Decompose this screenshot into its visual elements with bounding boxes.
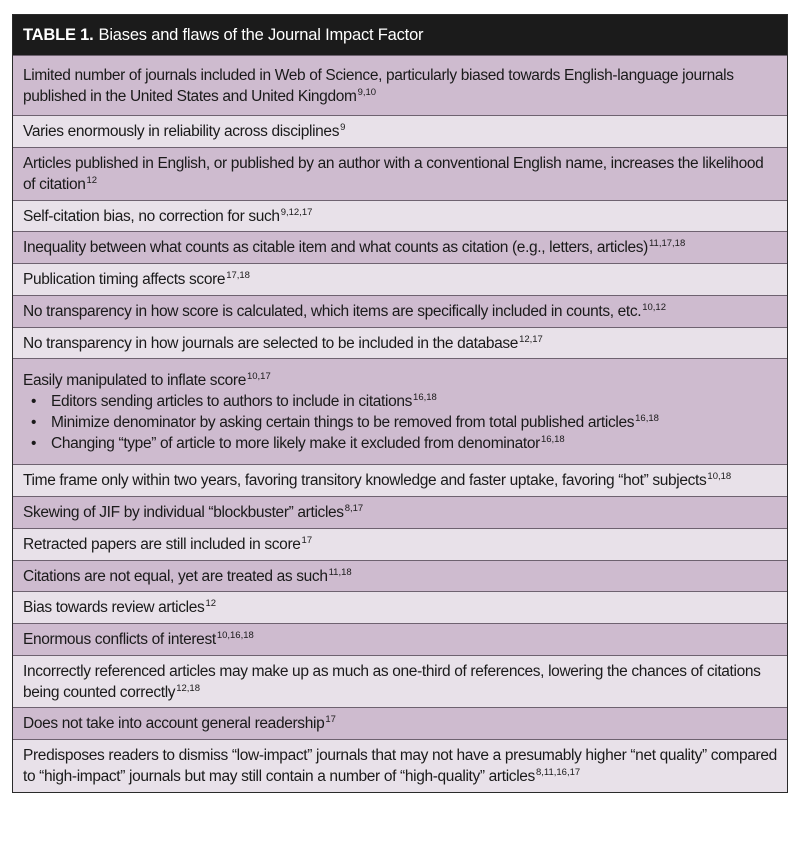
row-statement: Time frame only within two years, favoring transitory knowledge and faster uptake, favoring “hot” subjects xyxy=(23,472,707,489)
row-statement: Varies enormously in reliability across disciplines xyxy=(23,123,340,140)
table-row xyxy=(13,623,787,655)
reference-superscript: 9,12,17 xyxy=(280,206,313,218)
sub-bullet-item xyxy=(23,433,777,454)
reference-superscript: 11,17,18 xyxy=(648,238,686,249)
table-row xyxy=(13,655,787,707)
table-row xyxy=(13,327,787,358)
reference-superscript: 12 xyxy=(86,175,98,186)
table-row xyxy=(13,147,787,200)
row-statement: Bias towards review articles xyxy=(23,599,205,616)
row-statement: No transparency in how score is calculated, which items are specifically included in counts, etc. xyxy=(23,303,642,320)
reference-superscript: 12,17 xyxy=(519,333,543,345)
row-statement: Incorrectly referenced articles may make up as much as one-third of references, lowering the chances of citations being counted correctly xyxy=(23,662,761,701)
reference-superscript: 17 xyxy=(301,535,313,546)
row-text xyxy=(23,301,777,322)
table-row xyxy=(13,231,787,263)
row-text xyxy=(23,597,777,618)
reference-superscript: 12 xyxy=(205,598,217,609)
table-row xyxy=(13,263,787,295)
row-text xyxy=(23,269,777,290)
reference-superscript: 17 xyxy=(325,714,336,725)
table-body xyxy=(13,55,787,792)
reference-superscript: 16,18 xyxy=(635,412,659,424)
row-statement: Self-citation bias, no correction for such xyxy=(23,207,280,225)
reference-superscript: 8,11,16,17 xyxy=(535,767,581,778)
row-text xyxy=(23,370,777,391)
row-statement: Limited number of journals included in Web of Science, particularly biased towards English-language journals published in the United States and United Kingdom xyxy=(23,66,734,105)
row-statement: Articles published in English, or published by an author with a conventional English name, increases the likelihood of citation xyxy=(23,155,764,193)
table-row xyxy=(13,295,787,327)
table-row xyxy=(13,528,787,560)
reference-superscript: 10,16,18 xyxy=(216,630,254,641)
row-text xyxy=(23,121,777,142)
bullet-icon: • xyxy=(31,413,37,431)
row-statement: Inequality between what counts as citable item and what counts as citation (e.g., letters, articles) xyxy=(23,239,648,256)
reference-superscript: 10,12 xyxy=(642,302,666,313)
table-row xyxy=(13,115,787,147)
table-row xyxy=(13,739,787,792)
table-caption: Biases and flaws of the Journal Impact Factor xyxy=(98,25,424,44)
jif-biases-table xyxy=(12,14,788,793)
row-statement: Skewing of JIF by individual “blockbuster” articles xyxy=(23,504,344,521)
reference-superscript: 17,18 xyxy=(226,270,250,281)
row-text xyxy=(23,745,777,787)
sub-bullet-item xyxy=(23,412,777,433)
row-statement: Does not take into account general readership xyxy=(23,715,325,732)
sub-bullet-text: Changing “type” of article to more likely make it excluded from denominator xyxy=(51,434,540,452)
row-text xyxy=(23,713,777,734)
row-text xyxy=(23,237,777,258)
table-row xyxy=(13,707,787,739)
bullet-icon: • xyxy=(31,434,37,452)
row-statement: Predisposes readers to dismiss “low-impact” journals that may not have a presumably higher “net quality” compared to “high-impact” journals but may still contain a number of “high-quality” articles xyxy=(23,747,777,785)
reference-superscript: 12,18 xyxy=(176,682,200,694)
row-statement: Easily manipulated to inflate score xyxy=(23,371,246,389)
reference-superscript: 16,18 xyxy=(540,433,565,445)
sub-bullet-item xyxy=(23,391,777,412)
row-statement: Publication timing affects score xyxy=(23,271,226,288)
table-row xyxy=(13,358,787,464)
row-text xyxy=(23,333,777,354)
table-number: TABLE 1. xyxy=(23,25,94,44)
table-row xyxy=(13,496,787,528)
row-statement: No transparency in how journals are selected to be included in the database xyxy=(23,334,519,352)
row-text xyxy=(23,65,777,107)
table-row xyxy=(13,591,787,623)
row-text xyxy=(23,153,777,195)
reference-superscript: 11,18 xyxy=(328,566,352,578)
row-statement: Enormous conflicts of interest xyxy=(23,631,216,648)
reference-superscript: 16,18 xyxy=(413,391,437,403)
row-text xyxy=(23,661,777,703)
table-row xyxy=(13,560,787,591)
row-text xyxy=(23,566,777,587)
row-text xyxy=(23,629,777,650)
reference-superscript: 10,18 xyxy=(707,471,732,482)
row-text xyxy=(23,534,777,555)
row-statement: Citations are not equal, yet are treated as such xyxy=(23,567,328,585)
reference-superscript: 8,17 xyxy=(344,503,364,514)
bullet-icon: • xyxy=(31,392,37,410)
table-row xyxy=(13,200,787,231)
row-text xyxy=(23,470,777,491)
sub-bullet-text: Minimize denominator by asking certain things to be removed from total published articles xyxy=(51,413,635,431)
reference-superscript: 10,17 xyxy=(246,370,271,382)
table-row xyxy=(13,464,787,496)
table-title xyxy=(13,15,787,55)
table-row xyxy=(13,55,787,115)
row-text xyxy=(23,206,777,227)
row-text xyxy=(23,502,777,523)
reference-superscript: 9,10 xyxy=(357,86,377,98)
row-statement: Retracted papers are still included in score xyxy=(23,536,301,553)
sub-bullet-text: Editors sending articles to authors to include in citations xyxy=(51,392,413,410)
reference-superscript: 9 xyxy=(340,122,346,133)
